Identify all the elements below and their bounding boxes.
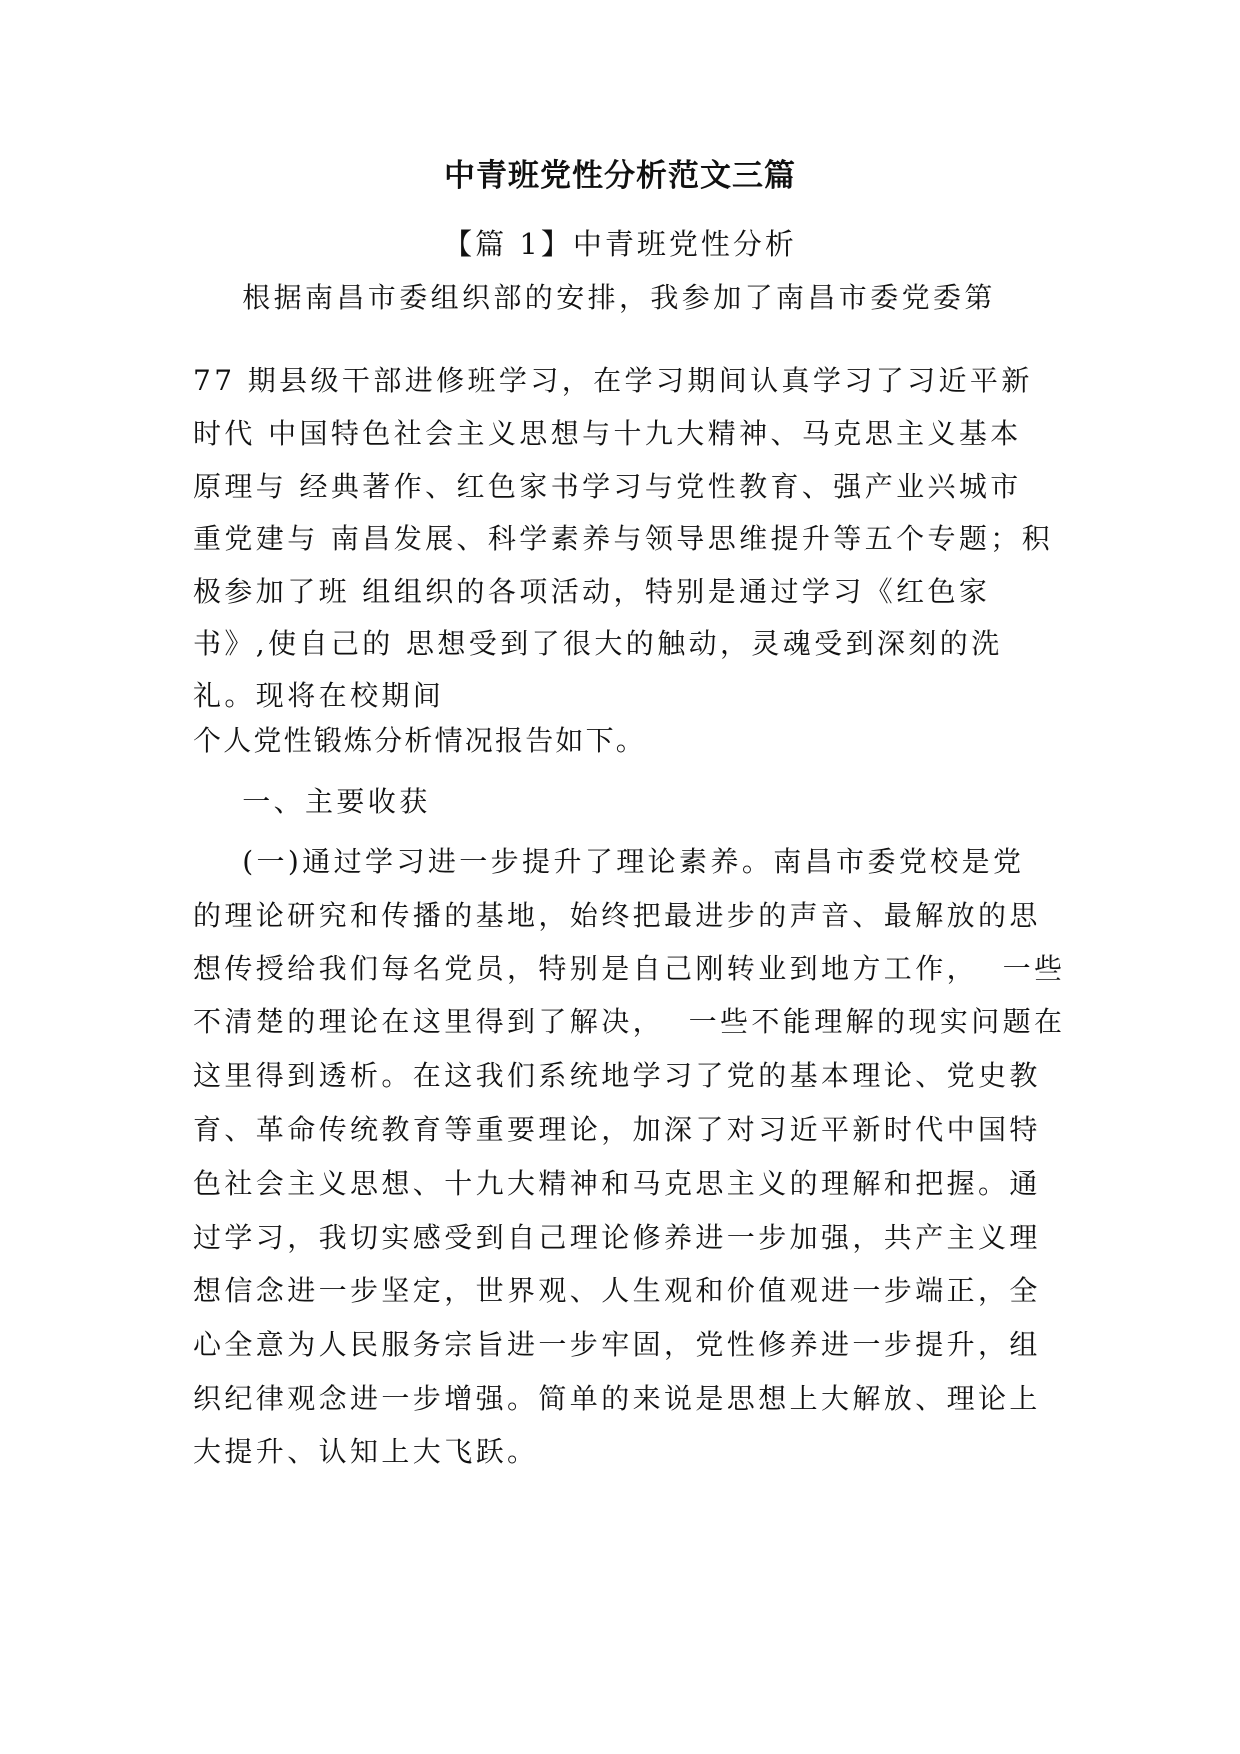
paragraph-line: 时代 中国特色社会主义思想与十九大精神、马克思主义基本 [193, 417, 1022, 450]
paragraph-line: 根据南昌市委组织部的安排，我参加了南昌市委党委第 [193, 281, 996, 314]
document-subtitle: 【篇 1】中青班党性分析 [443, 227, 797, 261]
paragraph-line: 礼。现将在校期间 [193, 679, 445, 712]
paragraph-line: 想信念进一步坚定，世界观、人生观和价值观进一步端正，全 [193, 1274, 1041, 1307]
paragraph-line: 织纪律观念进一步增强。简单的来说是思想上大解放、理论上 [193, 1382, 1041, 1415]
paragraph-line: 大提升、认知上大飞跃。 [193, 1435, 539, 1468]
paragraph-line: 不清楚的理论在这里得到了解决， 一些不能理解的现实问题在 [193, 1005, 1066, 1038]
paragraph-line: 重党建与 南昌发展、科学素养与领导思维提升等五个专题；积 [193, 522, 1054, 555]
paragraph-line: 心全意为人民服务宗旨进一步牢固，党性修养进一步提升，组 [193, 1328, 1041, 1361]
paragraph-line: 原理与 经典著作、红色家书学习与党性教育、强产业兴城市 [193, 470, 1022, 503]
document-title: 中青班党性分析范文三篇 [444, 158, 796, 194]
paragraph-line: 77 期县级干部进修班学习，在学习期间认真学习了习近平新 [193, 364, 1033, 397]
paragraph-line: 的理论研究和传播的基地，始终把最进步的声音、最解放的思 [193, 899, 1041, 932]
paragraph-line: (一)通过学习进一步提升了理论素养。南昌市委党校是党 [193, 845, 1025, 878]
paragraph-line: 育、革命传统教育等重要理论，加深了对习近平新时代中国特 [193, 1113, 1041, 1146]
section-heading: 一、主要收获 [193, 785, 431, 818]
paragraph-line: 书》,使自己的 思想受到了很大的触动，灵魂受到深刻的洗 [193, 627, 1003, 660]
paragraph-line: 想传授给我们每名党员，特别是自己刚转业到地方工作， 一些 [193, 952, 1066, 985]
paragraph-line: 过学习，我切实感受到自己理论修养进一步加强，共产主义理 [193, 1221, 1041, 1254]
paragraph-line: 极参加了班 组组织的各项活动，特别是通过学习《红色家 [193, 575, 991, 608]
paragraph-line: 个人党性锻炼分析情况报告如下。 [193, 724, 647, 757]
paragraph-line: 这里得到透析。在这我们系统地学习了党的基本理论、党史教 [193, 1059, 1041, 1092]
paragraph-line: 色社会主义思想、十九大精神和马克思主义的理解和把握。通 [193, 1167, 1041, 1200]
